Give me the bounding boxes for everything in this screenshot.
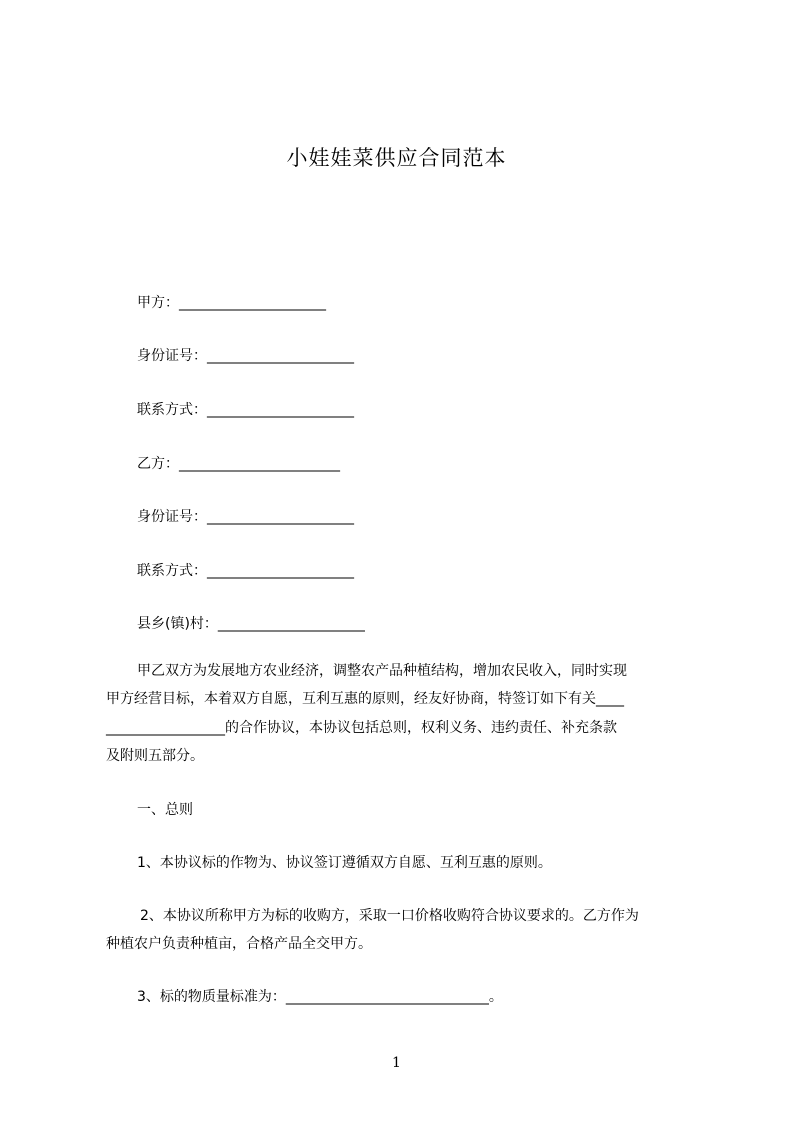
party-a-contact-field: 联系方式：_____________________	[137, 402, 354, 418]
intro-line: 甲方经营目标，本着双方自愿，互利互惠的原则，经友好协商，特签订如下有关____	[106, 691, 624, 707]
party-a-field: 甲方：_____________________	[137, 295, 326, 311]
intro-line: 及附则五部分。	[106, 748, 204, 764]
party-b-field: 乙方：_______________________	[137, 456, 340, 472]
village-field: 县乡(镇)村：_____________________	[137, 616, 365, 632]
clause-3: 3、标的物质量标准为：_____________________________。	[137, 989, 503, 1005]
clause-line: 种植农户负责种植亩，合格产品全交甲方。	[106, 936, 372, 952]
clause-line: 2、本协议所称甲方为标的收购方，采取一口价格收购符合协议要求的。乙方作为	[140, 908, 639, 924]
intro-line: 甲乙双方为发展地方农业经济，调整农产品种植结构，增加农民收入，同时实现	[137, 663, 627, 679]
page-number: 1	[392, 1055, 401, 1071]
intro-line: _________________的合作协议，本协议包括总则，权利义务、违约责任、补充条款	[106, 720, 617, 736]
clause-1: 1、本协议标的作物为、协议签订遵循双方自愿、互利互惠的原则。	[137, 855, 552, 871]
party-a-id-field: 身份证号：_____________________	[137, 348, 354, 364]
party-b-contact-field: 联系方式：_____________________	[137, 563, 354, 579]
section-heading: 一、总则	[137, 802, 193, 818]
party-b-id-field: 身份证号：_____________________	[137, 509, 354, 525]
document-title: 小娃娃菜供应合同范本	[286, 146, 507, 170]
